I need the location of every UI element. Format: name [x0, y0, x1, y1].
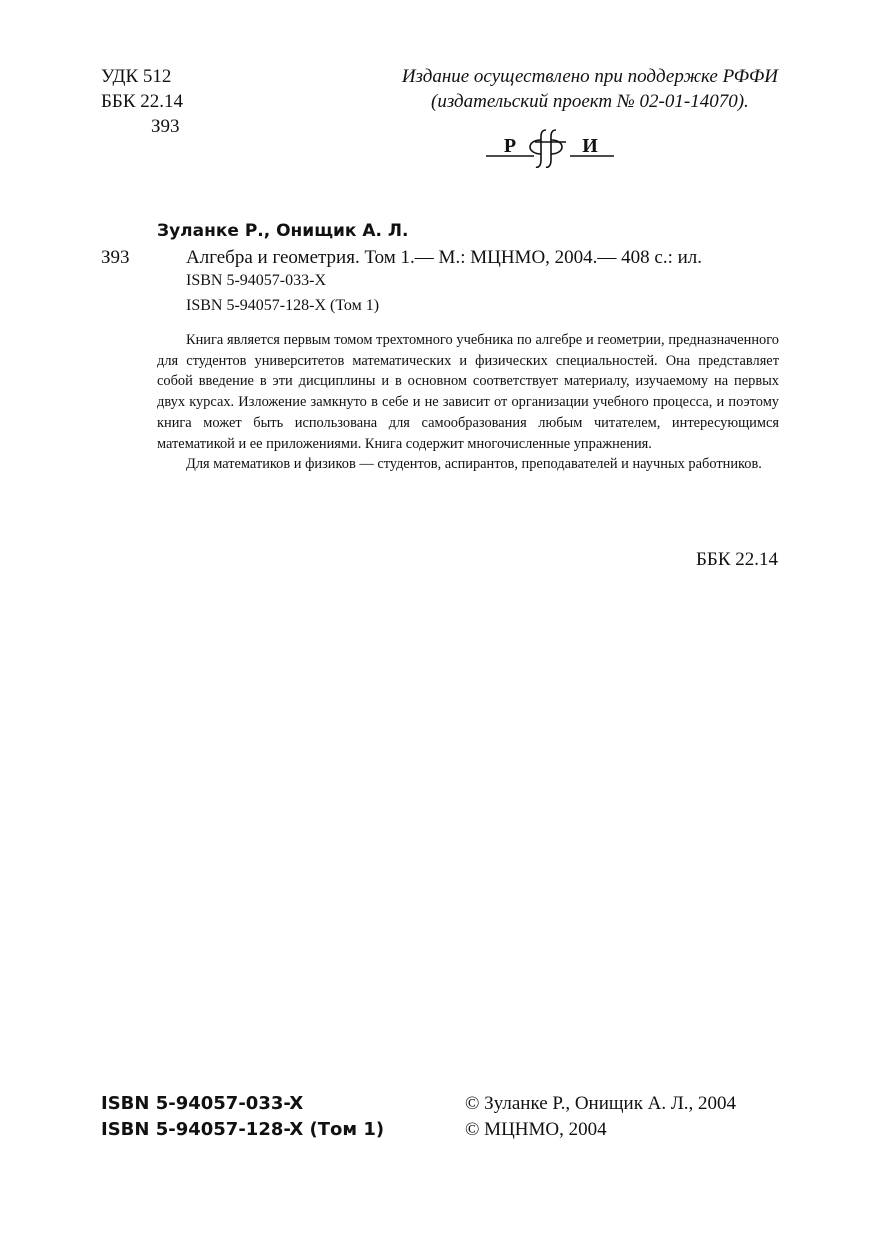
funding-note [402, 64, 778, 114]
annotation [157, 330, 779, 475]
author-mark-entry: З93 [101, 247, 130, 268]
footer-isbn-set: ISBN 5-94057-033-X [101, 1093, 304, 1114]
udk-code: УДК 512 [101, 66, 172, 87]
author-mark: З93 [151, 116, 180, 137]
rffi-logo [486, 126, 614, 168]
annotation-paragraph: Книга является первым томом трехтомного учебника по алгебре и геометрии, предназначенного для студентов университетов математических и физических специальностей. Она представляет собой введение в эти дисциплины и в основном соответствует материалу, изучаемому на первых двух курсах. Изложение замкнуто в себе и не зависит от организации учебного процесса, и поэтому книга может быть использована для самообразования любым читателем, интересующимся математикой и ее приложениями. Книга содержит многочисленные упражнения. [157, 332, 779, 452]
copyright-publisher: © МЦНМО, 2004 [465, 1119, 607, 1140]
funding-note-line1: Издание осуществлено при поддержке РФФИ [401, 66, 778, 87]
logo-letter-r: Р [503, 135, 517, 157]
classification-block [101, 64, 183, 139]
isbn-volume: ISBN 5-94057-128-X (Том 1) [186, 297, 380, 314]
authors-heading: Зуланке Р., Онищик А. Л. [157, 221, 409, 241]
annotation-paragraph: Для математиков и физиков — студентов, аспирантов, преподавателей и научных работников. [186, 456, 762, 473]
funding-note-line2: (издательский проект № 02-01-14070). [431, 91, 749, 112]
bbk-code: ББК 22.14 [101, 91, 183, 112]
logo-double-f-icon [530, 130, 566, 167]
logo-letter-i: И [582, 135, 598, 157]
copyright-authors: © Зуланке Р., Онищик А. Л., 2004 [465, 1093, 737, 1114]
footer-isbn-volume: ISBN 5-94057-128-X (Том 1) [101, 1119, 385, 1140]
isbn-set: ISBN 5-94057-033-X [186, 272, 326, 289]
bibliographic-title: Алгебра и геометрия. Том 1.— М.: МЦНМО, 2004.— 408 с.: ил. [186, 247, 703, 268]
bbk-code-bottom: ББК 22.14 [696, 549, 778, 570]
